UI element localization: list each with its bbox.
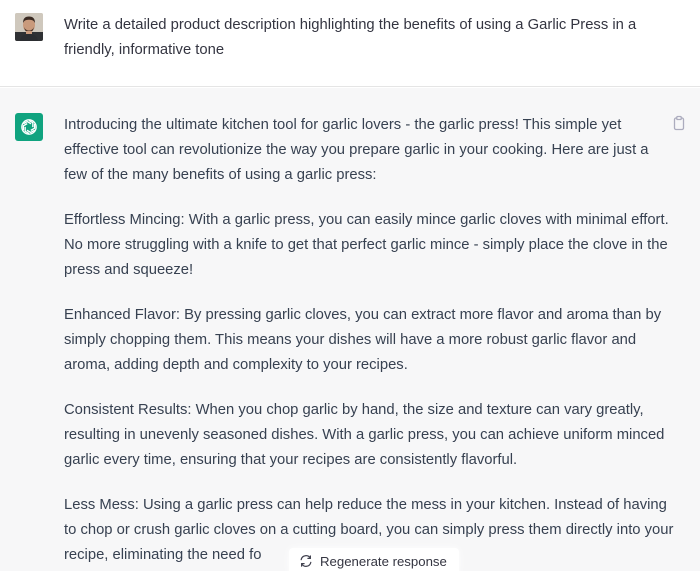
- assistant-paragraph: Less Mess: Using a garlic press can help reduce the mess in your kitchen. Instead of having to chop or crush garlic cloves on a cutting board, you can simply press them directly into your recipe, eliminating the need fo: [64, 497, 674, 563]
- clipboard-icon[interactable]: [671, 115, 687, 131]
- user-message-text: Write a detailed product description highlighting the benefits of using a Garlic Press in a friendly, informative tone: [64, 17, 637, 58]
- assistant-paragraph: Effortless Mincing: With a garlic press, you can easily mince garlic cloves with minimal effort. No more struggling with a knife to get that perfect garlic mince - simply place the clove in the press and squeeze!: [64, 212, 669, 278]
- assistant-message-text: [64, 113, 674, 571]
- assistant-paragraph: Introducing the ultimate kitchen tool for garlic lovers - the garlic press! This simple yet effective tool can revolutionize the way you prepare garlic in your cooking. Here are just a few of the many benefits of using a garlic press:: [64, 117, 649, 183]
- user-message-row: [0, 0, 700, 87]
- copy-button-graphic: [671, 115, 687, 131]
- assistant-message-row: [0, 88, 700, 571]
- assistant-paragraph: Enhanced Flavor: By pressing garlic cloves, you can extract more flavor and aroma than by simply chopping them. This means your dishes will have a more robust garlic flavor and aroma, adding depth and complexity to your recipes.: [64, 307, 662, 373]
- user-avatar: [15, 13, 43, 41]
- assistant-paragraph: Consistent Results: When you chop garlic by hand, the size and texture can vary greatly, resulting in unevenly seasoned dishes. With a garlic press, you can achieve uniform minced garlic every time, ensuring that your recipes are consistently flavorful.: [64, 402, 665, 468]
- refresh-icon: [299, 554, 313, 568]
- regenerate-response-button[interactable]: [289, 548, 459, 571]
- assistant-avatar: [15, 113, 43, 141]
- regenerate-label: Regenerate response: [320, 553, 447, 569]
- user-photo-icon: [15, 13, 43, 41]
- openai-logo-icon: [19, 117, 39, 137]
